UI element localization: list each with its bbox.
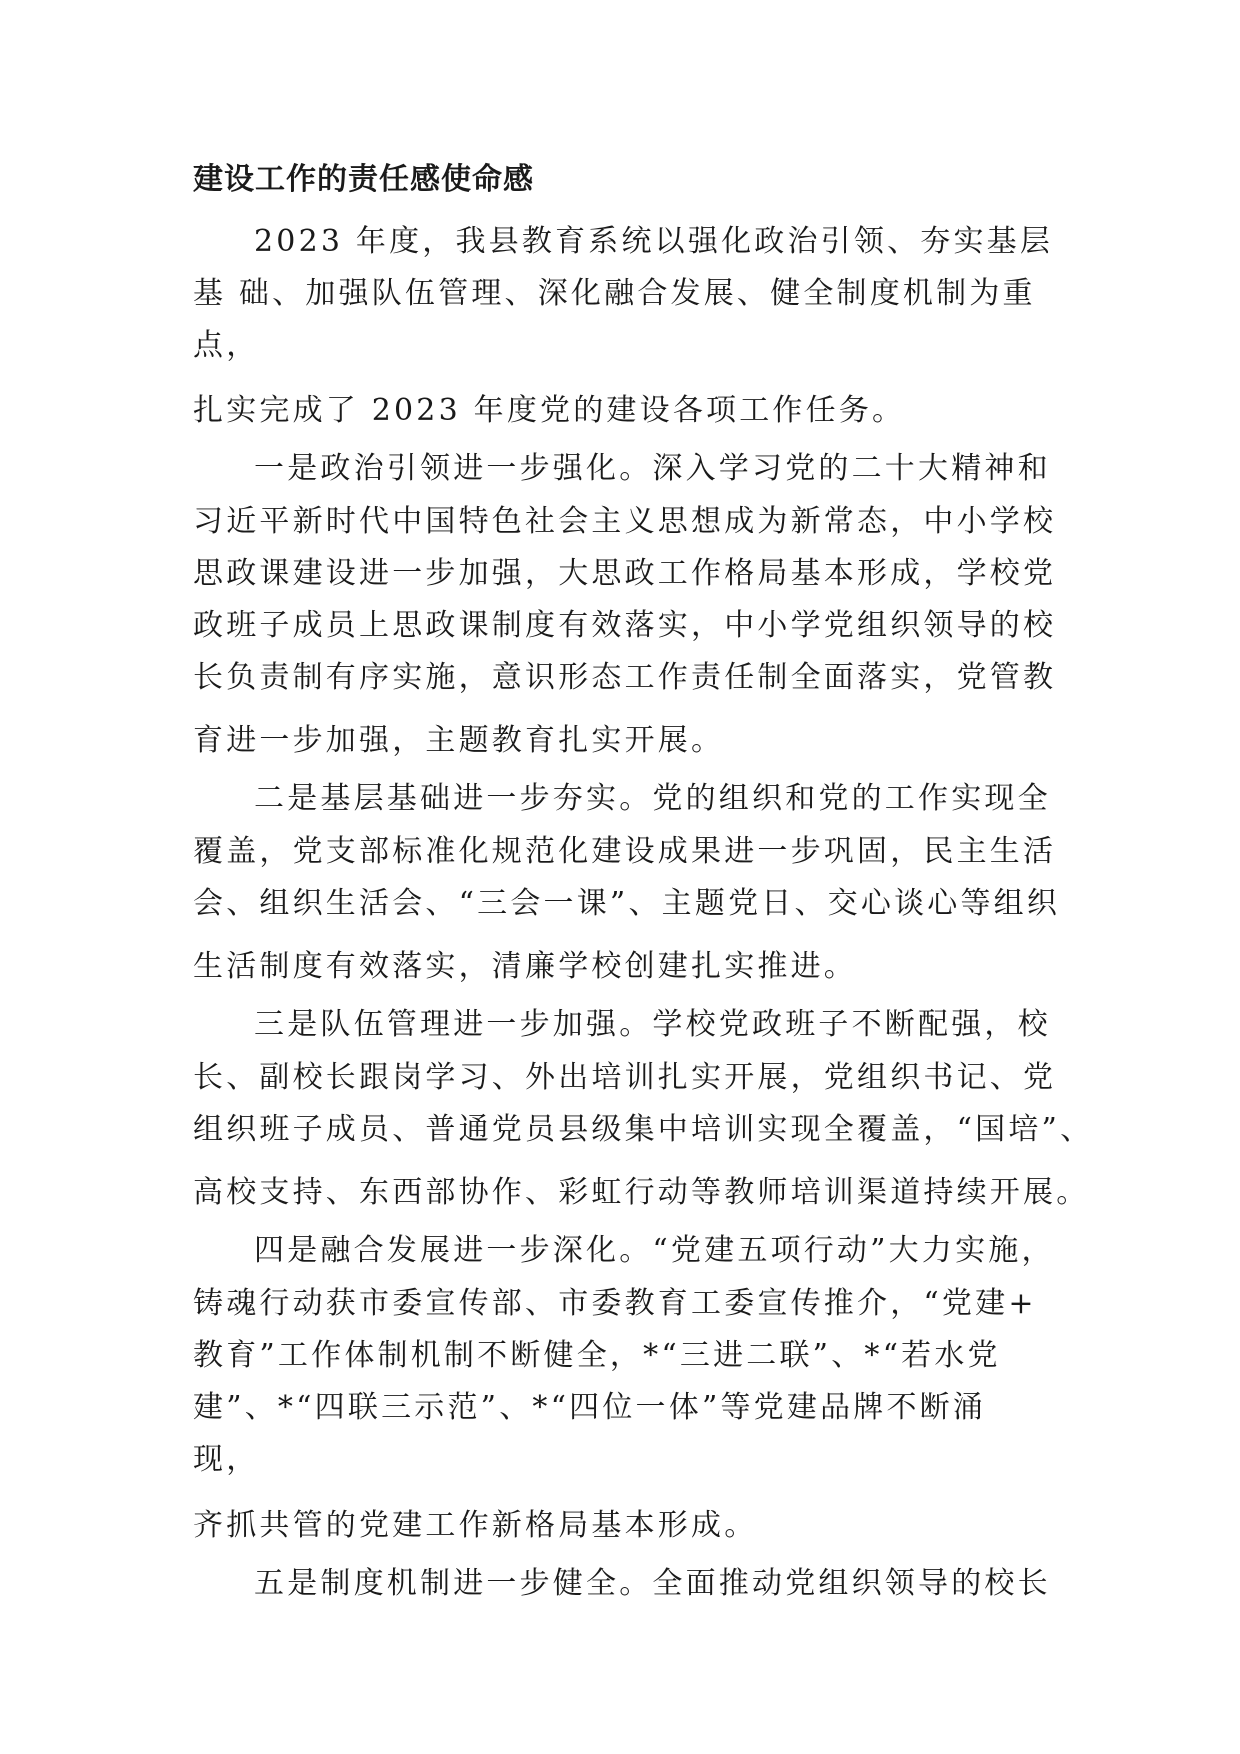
paragraph-line: 现， [193, 1442, 260, 1477]
paragraph-line: 生活制度有效落实，清廉学校创建扎实推进。 [193, 949, 857, 984]
paragraph-line: 五是制度机制进一步健全。全面推动党组织领导的校长 [254, 1566, 1051, 1601]
paragraph-line: 长、副校长跟岗学习、外出培训扎实开展，党组织书记、党 [193, 1060, 1057, 1095]
paragraph-line: 育进一步加强，主题教育扎实开展。 [193, 723, 725, 758]
paragraph-line: 建”、*“四联三示范”、*“四位一体”等党建品牌不断涌 [193, 1390, 987, 1425]
paragraph-line: 三是队伍管理进一步加强。学校党政班子不断配强，校 [254, 1007, 1051, 1042]
paragraph-line: 2023 年度，我县教育系统以强化政治引领、夯实基层 [254, 224, 1054, 259]
paragraph-line: 会、组织生活会、“三会一课”、主题党日、交心谈心等组织 [193, 886, 1061, 921]
paragraph-line: 二是基层基础进一步夯实。党的组织和党的工作实现全 [254, 781, 1051, 816]
paragraph-line: 高校支持、东西部协作、彩虹行动等教师培训渠道持续开展。 [193, 1175, 1090, 1210]
paragraph-line: 铸魂行动获市委宣传部、市委教育工委宣传推介，“党建+ [193, 1286, 1037, 1321]
paragraph-line: 扎实完成了 2023 年度党的建设各项工作任务。 [193, 393, 906, 428]
paragraph-line: 教育”工作体制机制不断健全，*“三进二联”、*“若水党 [193, 1338, 1001, 1373]
paragraph-line: 一是政治引领进一步强化。深入学习党的二十大精神和 [254, 451, 1051, 486]
paragraph-line: 覆盖，党支部标准化规范化建设成果进一步巩固，民主生活 [193, 834, 1057, 869]
paragraph-line: 习近平新时代中国特色社会主义思想成为新常态，中小学校 [193, 504, 1057, 539]
paragraph-line: 基 础、加强队伍管理、深化融合发展、健全制度机制为重 [193, 276, 1036, 311]
section-heading: 建设工作的责任感使命感 [193, 162, 534, 197]
paragraph-line: 思政课建设进一步加强，大思政工作格局基本形成，学校党 [193, 556, 1057, 591]
paragraph-line: 齐抓共管的党建工作新格局基本形成。 [193, 1508, 758, 1543]
paragraph-line: 政班子成员上思政课制度有效落实，中小学党组织领导的校 [193, 608, 1057, 643]
paragraph-line: 四是融合发展进一步深化。“党建五项行动”大力实施， [254, 1233, 1055, 1268]
paragraph-line: 点， [193, 328, 260, 363]
paragraph-line: 长负责制有序实施，意识形态工作责任制全面落实，党管教 [193, 660, 1057, 695]
paragraph-line: 组织班子成员、普通党员县级集中培训实现全覆盖，“国培”、 [193, 1112, 1094, 1147]
